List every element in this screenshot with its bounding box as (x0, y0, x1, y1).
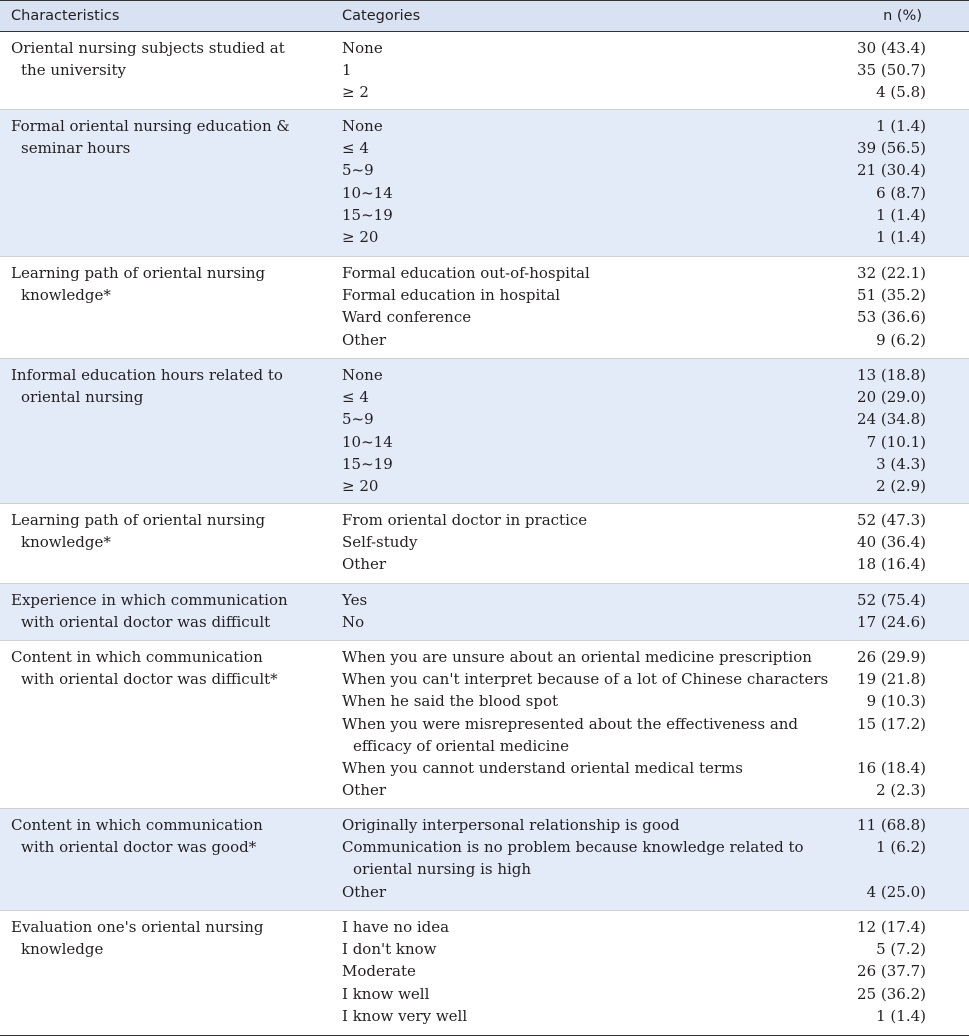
group-characteristic (11, 37, 311, 81)
header-characteristics: Characteristics (11, 8, 120, 24)
characteristic-line: Learning path of oriental nursing (11, 511, 266, 529)
value-cell: 11 (68.8) (857, 816, 926, 834)
value-cell: 17 (24.6) (857, 613, 926, 632)
value-cell: 52 (47.3) (857, 511, 926, 529)
characteristic-line: with oriental doctor was good* (21, 838, 257, 857)
category-cell: Other (342, 555, 387, 574)
category-cell: 10~14 (342, 183, 393, 202)
table-group (0, 359, 969, 504)
value-cell: 1 (6.2) (876, 838, 926, 857)
category-cell (342, 836, 842, 880)
value-cell: 39 (56.5) (857, 139, 926, 158)
value-cell: 1 (1.4) (876, 117, 926, 135)
category-cell: Ward conference (342, 308, 472, 327)
value-cell: 2 (2.3) (876, 781, 926, 800)
category-cell: ≥ 20 (342, 477, 379, 496)
value-cell: 19 (21.8) (857, 670, 926, 689)
characteristic-line: Content in which communication (11, 648, 263, 666)
characteristic-line: the university (21, 61, 126, 80)
category-cell: When you cannot understand oriental medical terms (342, 759, 743, 778)
category-cell: When he said the blood spot (342, 692, 559, 711)
category-cell: None (342, 117, 383, 135)
value-cell: 21 (30.4) (857, 161, 926, 180)
category-cell: No (342, 613, 365, 632)
characteristic-line: knowledge* (21, 286, 111, 305)
table-group (0, 641, 969, 809)
value-cell: 1 (1.4) (876, 205, 926, 224)
category-cell: ≤ 4 (342, 139, 369, 158)
value-cell: 53 (36.6) (857, 308, 926, 327)
category-cell: ≤ 4 (342, 388, 369, 407)
header-n-percent: n (%) (883, 8, 922, 24)
header-categories: Categories (342, 8, 421, 24)
value-cell: 26 (37.7) (857, 962, 926, 981)
table-row (0, 453, 969, 475)
table-group (0, 504, 969, 584)
group-characteristic (11, 262, 311, 306)
category-cell: I know very well (342, 1006, 468, 1025)
category-cell: 5~9 (342, 161, 374, 180)
group-characteristic (11, 115, 311, 159)
category-cell: Originally interpersonal relationship is good (342, 816, 680, 834)
table-group (0, 584, 969, 641)
table-group (0, 110, 969, 257)
category-cell: 15~19 (342, 205, 393, 224)
table-row (0, 408, 969, 430)
group-characteristic (11, 646, 311, 690)
table-row (0, 881, 969, 903)
value-cell: 1 (1.4) (876, 1006, 926, 1025)
characteristic-line: Experience in which communication (11, 591, 288, 609)
value-cell: 4 (5.8) (876, 83, 926, 102)
category-line: Communication is no problem because knowledge related to (342, 838, 804, 857)
value-cell: 7 (10.1) (866, 432, 926, 451)
category-cell: 5~9 (342, 410, 374, 429)
category-cell: Other (342, 781, 387, 800)
group-characteristic (11, 916, 311, 960)
characteristic-line: Evaluation one's oriental nursing (11, 918, 264, 936)
value-cell: 16 (18.4) (857, 759, 926, 778)
value-cell: 52 (75.4) (857, 591, 926, 609)
characteristic-line: Learning path of oriental nursing (11, 264, 266, 282)
table-row (0, 204, 969, 226)
category-cell: I know well (342, 984, 430, 1003)
characteristic-line: Formal oriental nursing education & (11, 117, 290, 135)
table-row (0, 983, 969, 1005)
table-row (0, 226, 969, 248)
characteristic-line: seminar hours (21, 139, 131, 158)
table-row (0, 81, 969, 103)
characteristic-line: Content in which communication (11, 816, 263, 834)
table-row (0, 329, 969, 351)
table-group (0, 32, 969, 110)
characteristic-line: knowledge (21, 940, 104, 959)
category-cell: Yes (342, 591, 368, 609)
value-cell: 9 (10.3) (866, 692, 926, 711)
table-row (0, 960, 969, 982)
table-group (0, 911, 969, 1036)
value-cell: 26 (29.9) (857, 648, 926, 666)
table-row (0, 182, 969, 204)
category-cell: ≥ 2 (342, 83, 369, 102)
table-row (0, 757, 969, 779)
value-cell: 18 (16.4) (857, 555, 926, 574)
table-group (0, 257, 969, 359)
value-cell: 2 (2.9) (876, 477, 926, 496)
characteristic-line: with oriental doctor was difficult (21, 613, 271, 632)
category-cell: 1 (342, 61, 352, 80)
category-cell: Self-study (342, 533, 418, 552)
table-row (0, 475, 969, 497)
value-cell: 4 (25.0) (866, 882, 926, 901)
category-cell: I don't know (342, 940, 437, 959)
table-row (0, 159, 969, 181)
category-cell: I have no idea (342, 918, 450, 936)
category-cell (342, 713, 842, 757)
category-cell: Formal education in hospital (342, 286, 561, 305)
category-cell: When you are unsure about an oriental medicine prescription (342, 648, 812, 666)
value-cell: 40 (36.4) (857, 533, 926, 552)
category-cell: Other (342, 882, 387, 901)
table-header (0, 0, 969, 32)
category-line: efficacy of oriental medicine (353, 736, 569, 755)
characteristic-line: with oriental doctor was difficult* (21, 670, 278, 689)
table-row (0, 1005, 969, 1027)
value-cell: 32 (22.1) (857, 264, 926, 282)
table-row (0, 690, 969, 712)
category-cell: None (342, 366, 383, 384)
category-line: When you were misrepresented about the effectiveness and (342, 714, 799, 733)
category-cell: None (342, 39, 383, 57)
category-cell: 10~14 (342, 432, 393, 451)
category-cell: When you can't interpret because of a lot of Chinese characters (342, 670, 829, 689)
table-row (0, 553, 969, 575)
value-cell: 51 (35.2) (857, 286, 926, 305)
value-cell: 12 (17.4) (857, 918, 926, 936)
group-characteristic (11, 814, 311, 858)
characteristic-line: oriental nursing (21, 388, 144, 407)
characteristic-line: Informal education hours related to (11, 366, 283, 384)
group-characteristic (11, 364, 311, 408)
category-cell: Other (342, 330, 387, 349)
value-cell: 15 (17.2) (857, 714, 926, 733)
table-row (0, 779, 969, 801)
value-cell: 24 (34.8) (857, 410, 926, 429)
table-group (0, 809, 969, 911)
category-cell: ≥ 20 (342, 228, 379, 247)
value-cell: 35 (50.7) (857, 61, 926, 80)
category-cell: Formal education out-of-hospital (342, 264, 590, 282)
group-characteristic (11, 509, 311, 553)
table-row (0, 431, 969, 453)
value-cell: 3 (4.3) (876, 454, 926, 473)
characteristic-line: knowledge* (21, 533, 111, 552)
value-cell: 13 (18.8) (857, 366, 926, 384)
value-cell: 9 (6.2) (876, 330, 926, 349)
value-cell: 30 (43.4) (857, 39, 926, 57)
category-cell: From oriental doctor in practice (342, 511, 588, 529)
table-row (0, 713, 969, 757)
category-cell: Moderate (342, 962, 416, 981)
value-cell: 6 (8.7) (876, 183, 926, 202)
value-cell: 25 (36.2) (857, 984, 926, 1003)
category-cell: 15~19 (342, 454, 393, 473)
value-cell: 5 (7.2) (876, 940, 926, 959)
characteristic-line: Oriental nursing subjects studied at (11, 39, 285, 57)
category-line: oriental nursing is high (353, 860, 532, 879)
value-cell: 1 (1.4) (876, 228, 926, 247)
value-cell: 20 (29.0) (857, 388, 926, 407)
group-characteristic (11, 589, 311, 633)
table-row (0, 306, 969, 328)
